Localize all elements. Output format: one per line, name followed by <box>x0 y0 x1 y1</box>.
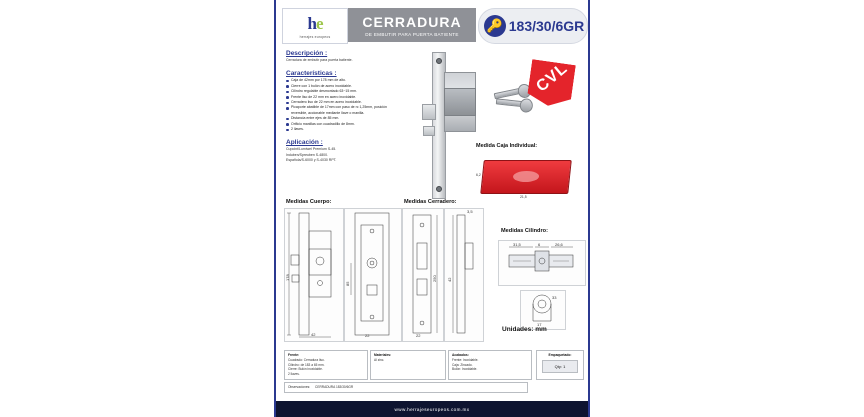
technical-drawing-body-front <box>344 208 402 342</box>
table-cell-finishes <box>448 350 532 380</box>
cylinder-dimensions-label: Medidas Cilindro: <box>501 228 548 234</box>
technical-drawing-strike-front <box>402 208 444 342</box>
cell-line: Cilindro: de 183 a 65 mm. <box>288 362 325 367</box>
svg-text:31,5: 31,5 <box>513 242 521 247</box>
lock-case <box>444 88 476 116</box>
list-item: Induben/Spreuben S-4800. <box>286 152 329 157</box>
page-subtitle: DE EMBUTIR PARA PUERTA BATIENTE <box>365 31 459 37</box>
list-item: Distancia entre ejes de 85 mm. <box>286 116 404 121</box>
cell-line: Al zinc. <box>374 358 385 362</box>
features-list <box>286 78 404 132</box>
cvl-label: CVL <box>533 59 572 96</box>
application-title: Aplicación : <box>286 139 323 147</box>
key-icon <box>494 87 527 100</box>
cvl-brand-badge <box>529 59 577 114</box>
application-list <box>286 147 404 163</box>
list-item: Cupoint/Lumiwel Premium S-45. <box>286 147 337 152</box>
cell-line: Cierre: Bulón inoxidable. <box>288 367 323 372</box>
svg-text:22: 22 <box>365 333 370 338</box>
list-item: Orificio manillas con cuadradillo de 8mm. <box>286 122 404 127</box>
key-icon <box>496 98 528 107</box>
list-item: Española/S-6000 y S-4030 RPT. <box>286 158 337 163</box>
table-cell-materials <box>370 350 446 380</box>
cell-line: 2 llaves. <box>288 371 300 376</box>
box-logo-oval <box>512 171 539 182</box>
model-number: 183/30/6GR <box>508 18 585 34</box>
technical-drawing-cylinder-front <box>520 290 566 330</box>
cell-header: Empaquetado: <box>548 353 572 357</box>
svg-text:22: 22 <box>416 333 421 338</box>
cell-header: Materiales: <box>374 353 392 357</box>
logo-subtitle: herrajes europeos <box>299 34 331 39</box>
svg-text:33: 33 <box>552 295 557 300</box>
svg-text:42: 42 <box>447 277 452 282</box>
cell-line: Caja: Zincado. <box>452 362 473 367</box>
model-badge <box>478 8 588 44</box>
product-box-image <box>480 160 572 194</box>
list-item: Caja de 42mm por 178 mm de alto. <box>286 78 404 83</box>
list-item: Cilindro regulable desmontado 63~15 mm. <box>286 89 404 94</box>
box-section-title: Medida Caja Individual: <box>476 143 538 149</box>
svg-text:250: 250 <box>432 275 437 282</box>
product-title-bar <box>348 8 476 42</box>
individual-box-section <box>476 143 584 199</box>
list-item: 2 llaves. <box>286 127 404 132</box>
specs-column <box>286 50 404 164</box>
list-item: Picaporte abatible de 17mm con paso de rc 1,25mm, posición reversible, accionable mediante llave o manilla. <box>286 105 404 116</box>
technical-drawing-body-side <box>284 208 344 342</box>
screw-hole <box>436 186 442 192</box>
svg-text:17: 17 <box>537 322 542 327</box>
technical-drawing-cylinder-top <box>498 240 586 286</box>
list-item: Frente liso de 22 mm en acero inoxidable. <box>286 95 404 100</box>
lock-bolt <box>422 104 436 120</box>
header <box>282 8 586 44</box>
list-item: Cerradero liso de 22 mm en acero inoxidable. <box>286 100 404 105</box>
table-cell-front <box>284 350 368 380</box>
svg-text:6: 6 <box>538 242 541 247</box>
datasheet-page <box>274 0 590 417</box>
description-title: Descripción : <box>286 50 328 57</box>
logo-mark: he <box>307 13 323 33</box>
cell-line: Cuadrado: Cerradura liso. <box>288 358 325 362</box>
list-item: Cierre con 1 bulón de acero inoxidable. <box>286 84 404 89</box>
features-title: Características : <box>286 70 337 78</box>
box-height-dimension: 6,2 <box>476 173 481 177</box>
footer-bar <box>276 401 588 417</box>
cell-header: Frente: <box>288 353 300 357</box>
lock-latch <box>423 126 435 136</box>
website-text: www.herrajeseuropeos.com.mx <box>394 406 470 412</box>
box-width-dimension: 21,5 <box>520 195 527 199</box>
svg-text:42: 42 <box>311 332 316 337</box>
screw-hole <box>436 58 442 64</box>
bottom-info-table <box>284 350 584 394</box>
units-note: Unidades: mm <box>502 326 547 333</box>
table-cell-packaging <box>536 350 584 380</box>
technical-drawing-strike-side <box>444 208 484 342</box>
page-title: CERRADURA <box>362 13 462 30</box>
observations-value: CERRADURA 183/30/6GR <box>315 385 354 389</box>
svg-text:178: 178 <box>285 274 290 281</box>
body-dimensions-label: Medidas Cuerpo: <box>286 199 332 205</box>
svg-text:85: 85 <box>345 281 350 286</box>
strike-dimensions-label: Medidas Cerradero: <box>404 199 457 205</box>
description-body: Cerradura de embutir para puerta batiente. <box>286 58 353 62</box>
key-icon: 🔑 <box>484 15 506 37</box>
cell-header: Acabados: <box>452 353 469 357</box>
observations-row <box>284 382 528 393</box>
lock-product-photo <box>414 52 484 197</box>
svg-text:3,5: 3,5 <box>467 209 473 214</box>
cell-line: Frente: Inoxidable. <box>452 358 479 362</box>
quantity-value: Qty: 1 <box>542 360 578 373</box>
company-logo <box>282 8 348 44</box>
logo-letter-e: e <box>315 13 323 33</box>
cell-line: Bulón: Inoxidable. <box>452 367 478 372</box>
svg-text:26,6: 26,6 <box>555 242 563 247</box>
observations-label: Observaciones: <box>288 385 311 389</box>
